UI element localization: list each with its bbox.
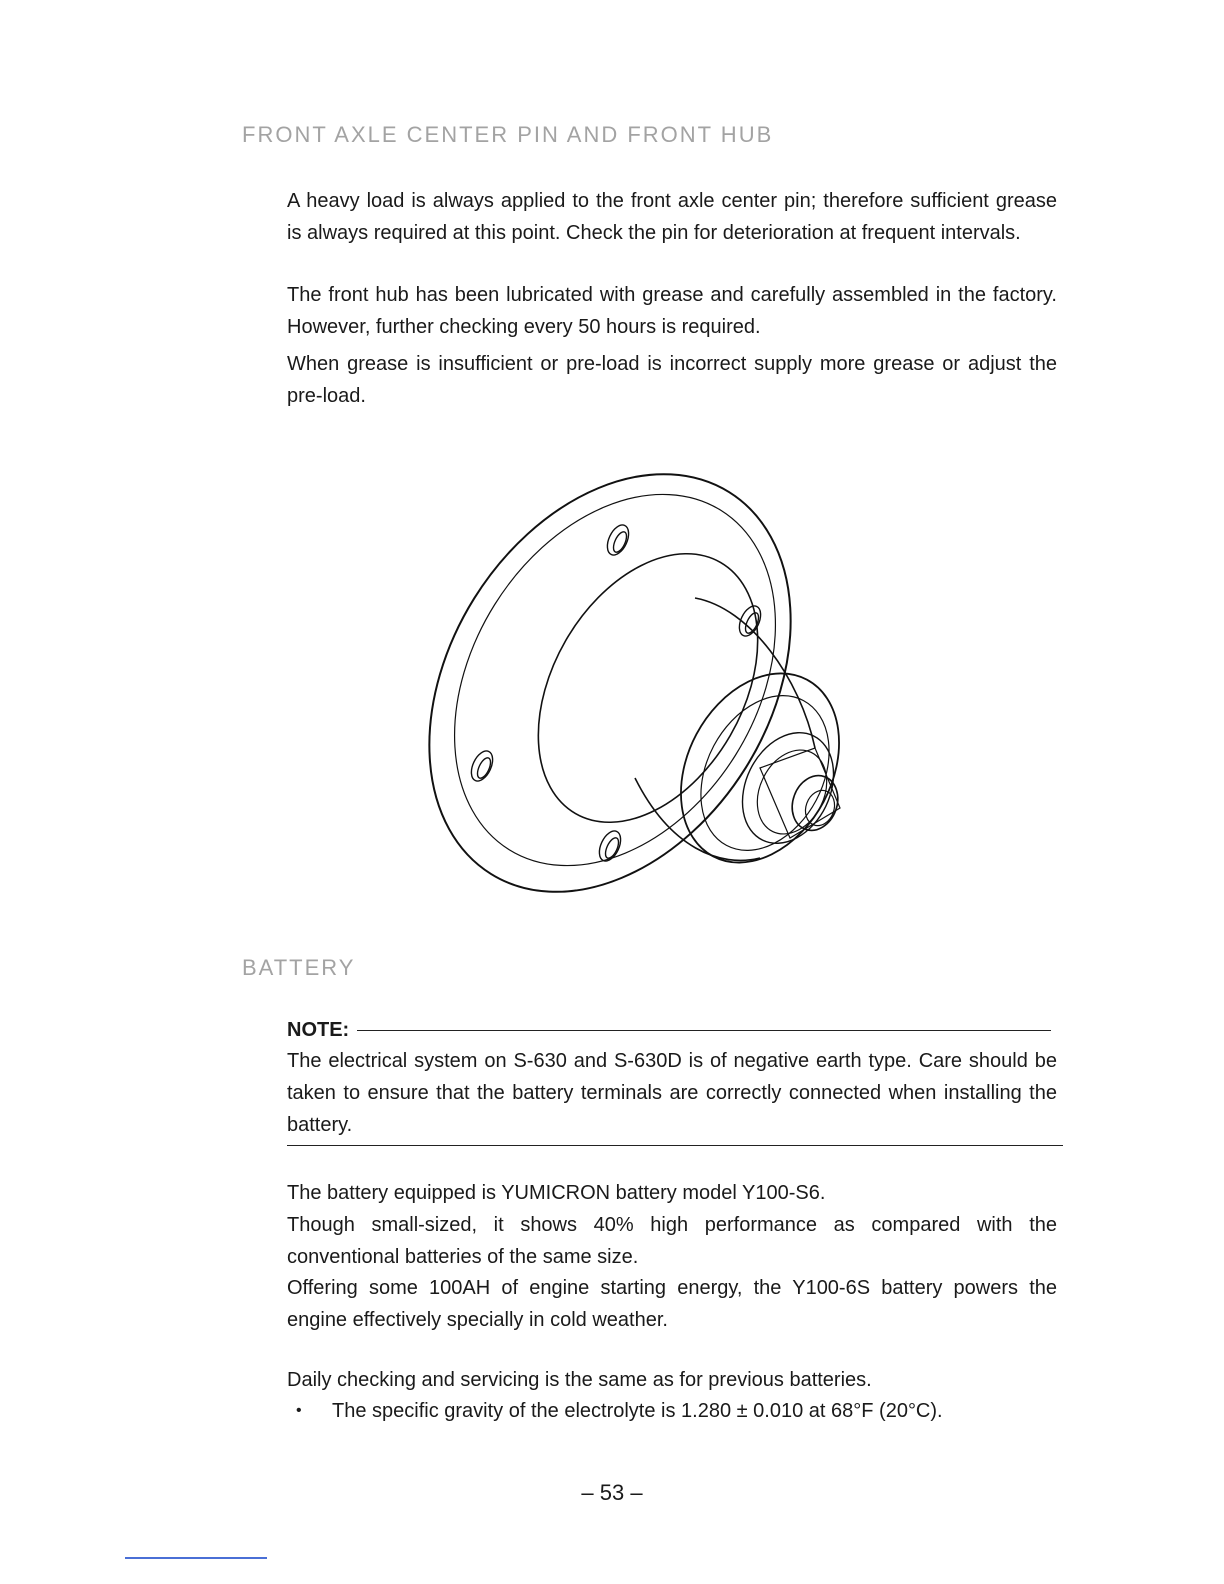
list-item xyxy=(296,1395,1056,1427)
footer-rule xyxy=(125,1557,267,1559)
bolt-hole-3 xyxy=(467,748,497,785)
paragraph-grease: When grease is insufficient or pre-load is incorrect supply more grease or adjust the pre-load. xyxy=(287,353,1057,407)
flange-outline xyxy=(420,448,860,918)
bullet-text: The specific gravity of the electrolyte is 1.280 ± 0.010 at 68°F (20°C). xyxy=(332,1400,943,1422)
paragraph-battery-performance: Though small-sized, it shows 40% high performance as compared with the conventional batteries of the same size. xyxy=(287,1214,1057,1268)
paragraph-center-pin: A heavy load is always applied to the front axle center pin; therefore sufficient grease is always required at this point. Check the pin for deterioration at frequent intervals. xyxy=(287,190,1057,244)
hub-boss xyxy=(493,515,803,861)
section-heading-front-hub: FRONT AXLE CENTER PIN AND FRONT HUB xyxy=(242,122,774,147)
paragraph-daily-checking: Daily checking and servicing is the same as for previous batteries. xyxy=(287,1369,872,1391)
note-header xyxy=(287,1015,1063,1045)
note-text: The electrical system on S-630 and S-630D is of negative earth type. Care should be taken to ensure that the battery terminals are correctly connected when installing the battery. xyxy=(287,1050,1057,1136)
section-heading-battery: BATTERY xyxy=(242,955,356,980)
paragraph-battery-model: The battery equipped is YUMICRON battery model Y100-S6. xyxy=(287,1182,826,1204)
note-box xyxy=(287,1015,1063,1146)
paragraph-front-hub: The front hub has been lubricated with grease and carefully assembled in the factory. However, further checking every 50 hours is required. xyxy=(287,284,1057,338)
note-label: NOTE: xyxy=(287,1018,350,1041)
page-number: – 53 – xyxy=(581,1480,643,1505)
note-top-rule xyxy=(357,1030,1051,1031)
note-bottom-rule xyxy=(287,1145,1063,1146)
front-hub-illustration xyxy=(420,448,860,918)
bullet-icon: • xyxy=(296,1402,302,1419)
bolt-hole-4 xyxy=(595,828,625,865)
bolt-hole-1 xyxy=(603,522,633,559)
hub-end-face xyxy=(649,646,860,890)
bolt-hole-2 xyxy=(735,603,765,640)
flange-rim xyxy=(420,448,841,918)
paragraph-battery-energy: Offering some 100AH of engine starting energy, the Y100-6S battery powers the engine effectively specially in cold weather. xyxy=(287,1277,1057,1331)
